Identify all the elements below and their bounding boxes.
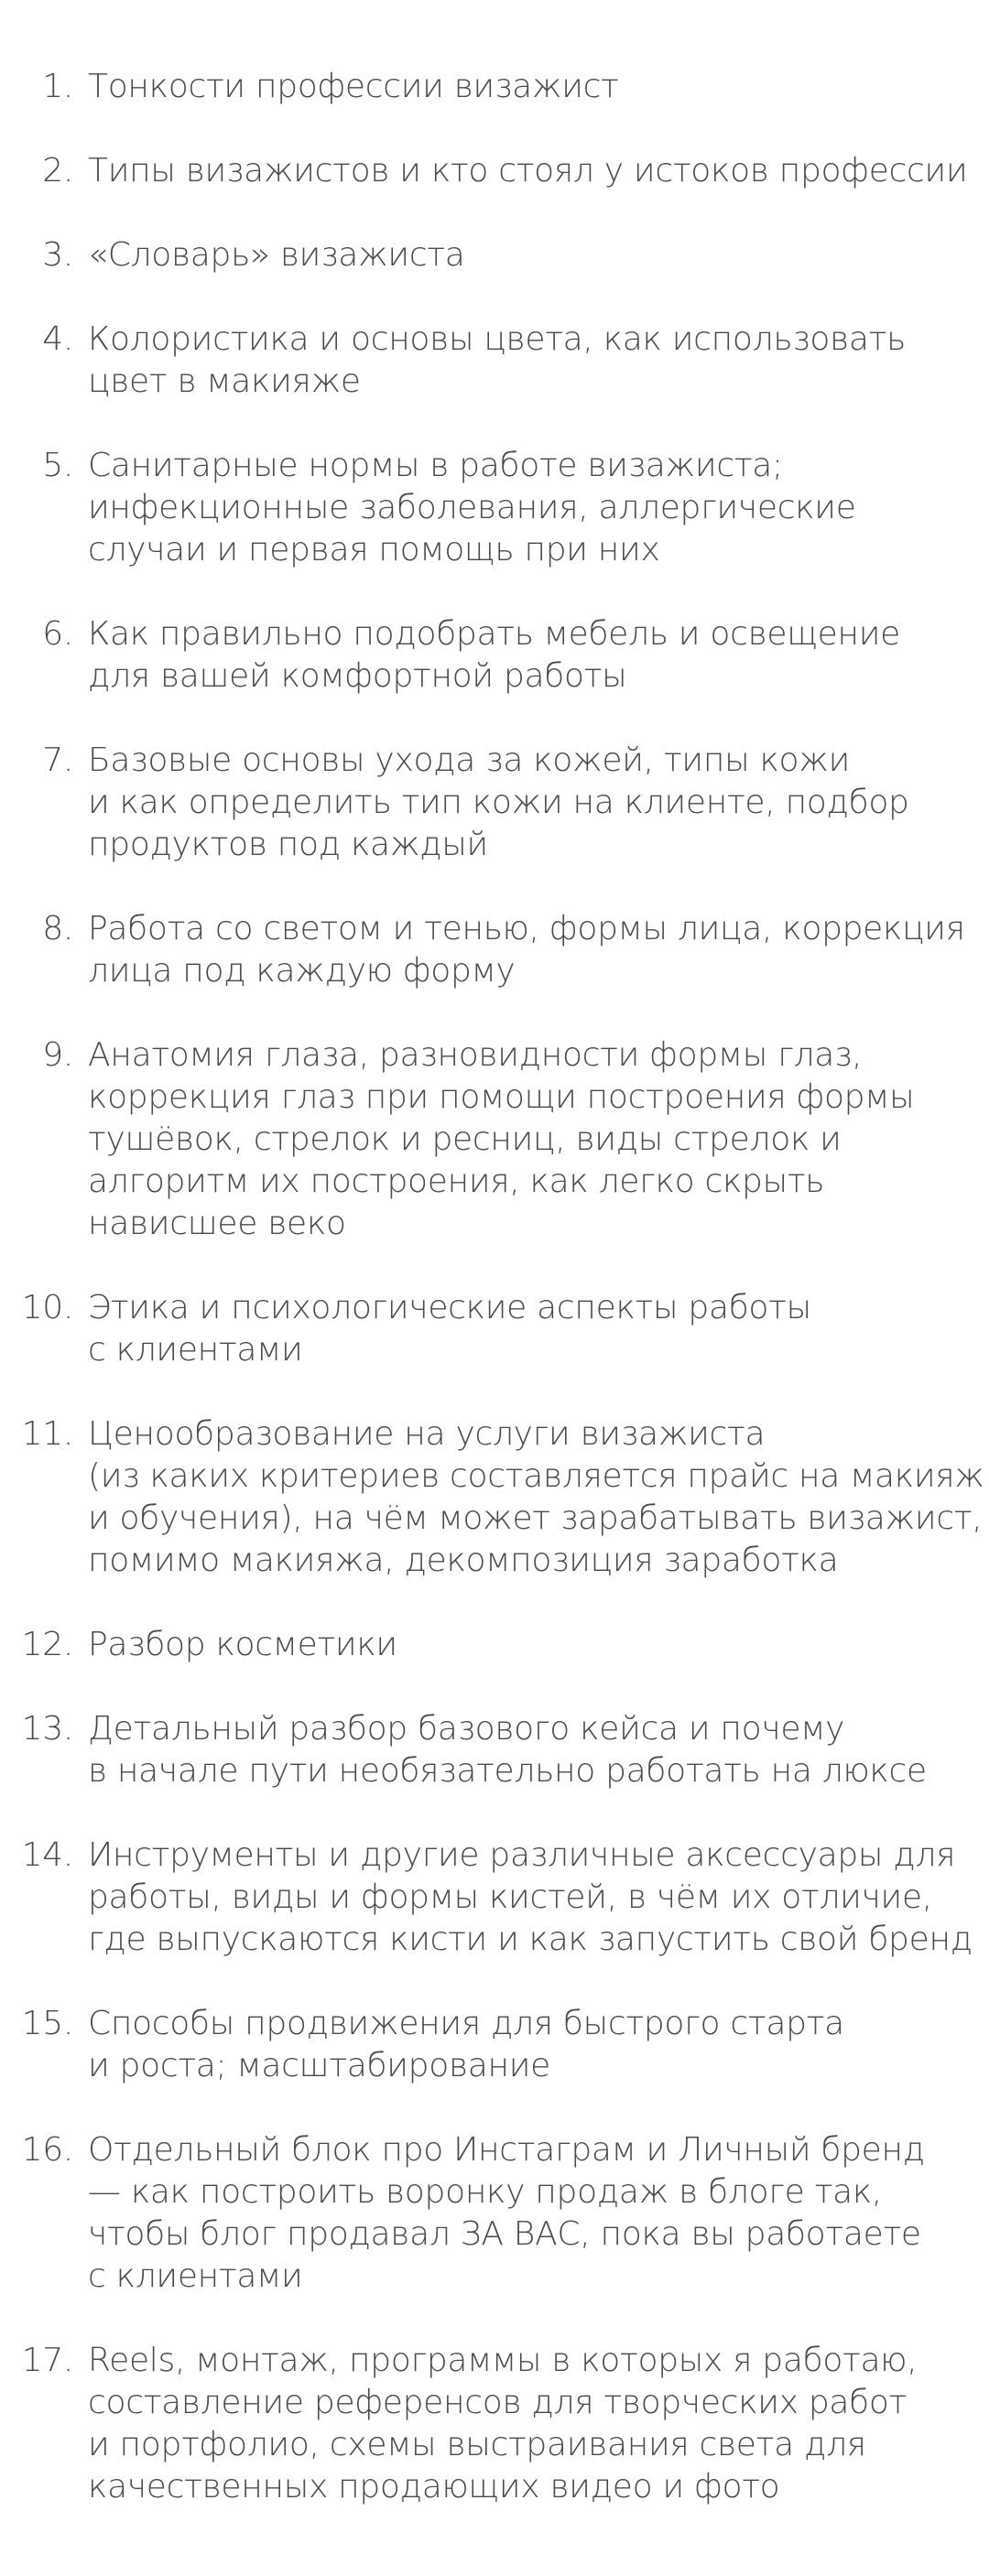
list-item — [0, 1287, 989, 1371]
list-item-line: «Словарь» визажиста — [88, 236, 465, 274]
list-item-line: Санитарные нормы в работе визажиста; — [88, 447, 783, 484]
list-item-number: 7. — [42, 741, 73, 779]
list-item-line: для вашей комфортной работы — [88, 657, 627, 695]
list-item-text — [88, 908, 965, 992]
list-item — [0, 613, 989, 698]
list-item-text — [88, 613, 912, 698]
list-item-line: (из каких критериев составляется прайс на макияж — [88, 1457, 984, 1495]
list-item-line: Как правильно подобрать мебель и освещение — [88, 615, 901, 653]
list-item-line: Reels, монтаж, программы в которых я работаю, — [88, 2342, 918, 2379]
list-item-text — [88, 66, 912, 108]
list-item-number: 12. — [21, 1626, 73, 1663]
list-item-line: Колористика и основы цвета, как использовать — [88, 320, 907, 358]
list-item-text — [88, 1835, 973, 1961]
list-item-line: Разбор косметики — [88, 1626, 397, 1663]
list-item-line: с клиентами — [88, 1331, 303, 1369]
list-item-text — [88, 319, 912, 403]
list-item-text — [88, 1708, 927, 1792]
list-item-line: Тонкости профессии визажист — [88, 68, 619, 105]
list-item-line: лица под каждую форму — [88, 952, 516, 990]
list-item-text — [88, 445, 912, 571]
list-item-line: качественных продающих видео и фото — [88, 2468, 780, 2506]
list-item-line: и обучения), на чём может зарабатывать визажист, — [88, 1499, 983, 1537]
list-item-number: 17. — [21, 2342, 73, 2379]
list-item-text — [88, 2340, 918, 2508]
list-item-number: 6. — [42, 615, 73, 653]
list-item — [0, 1708, 989, 1792]
list-item — [0, 908, 989, 992]
list-item-line: Базовые основы ухода за кожей, типы кожи — [88, 741, 851, 779]
list-item-number: 14. — [21, 1836, 73, 1874]
list-item-line: продуктов под каждый — [88, 826, 488, 863]
list-item-text — [88, 740, 912, 866]
list-item-number: 9. — [42, 1036, 73, 1074]
list-item-line: Анатомия глаза, разновидности формы глаз, — [88, 1036, 863, 1074]
list-item-text — [88, 1624, 912, 1666]
list-item-line: где выпускаются кисти и как запустить свой бренд — [88, 1921, 973, 1958]
list-item-number: 1. — [42, 68, 73, 105]
list-item-number: 8. — [42, 910, 73, 947]
list-item-number: 10. — [21, 1289, 73, 1326]
list-item-line: нависшее веко — [88, 1205, 346, 1242]
list-item — [0, 150, 989, 192]
list-item-line: Работа со светом и тенью, формы лица, коррекция — [88, 910, 965, 947]
list-item-line: с клиентами — [88, 2257, 303, 2295]
list-item-number: 13. — [21, 1710, 73, 1748]
list-item-number: 3. — [42, 236, 73, 274]
list-item-text — [88, 1287, 912, 1371]
list-item-number: 2. — [42, 152, 73, 189]
list-item-line: и портфолио, схемы выстраивания света для — [88, 2426, 866, 2463]
list-item-line: Способы продвижения для быстрого старта — [88, 2005, 844, 2042]
list-item — [0, 445, 989, 571]
list-item-line: чтобы блог продавал ЗА ВАС, пока вы работаете — [88, 2215, 921, 2253]
list-item-line: Отдельный блок про Инстаграм и Личный бренд — [88, 2131, 925, 2169]
list-item-line: Инструменты и другие различные аксессуары для — [88, 1836, 956, 1874]
list-item — [0, 2129, 989, 2298]
list-item-number: 11. — [21, 1415, 73, 1453]
list-item — [0, 319, 989, 403]
list-item — [0, 234, 989, 276]
list-item — [0, 1624, 989, 1666]
list-item — [0, 2340, 989, 2508]
list-item — [0, 2003, 989, 2087]
list-item-line: — как построить воронку продаж в блоге так, — [88, 2173, 883, 2211]
list-item-line: коррекция глаз при помощи построения формы — [88, 1078, 915, 1116]
list-item-number: 5. — [42, 447, 73, 484]
list-item-number: 15. — [21, 2005, 73, 2042]
list-item — [0, 66, 989, 108]
list-item-line: составление референсов для творческих работ — [88, 2384, 907, 2421]
list-item-line: инфекционные заболевания, аллергические — [88, 489, 856, 526]
list-item — [0, 1835, 989, 1961]
list-item-text — [88, 2003, 912, 2087]
list-item-line: Этика и психологические аспекты работы — [88, 1289, 811, 1326]
list-item-line: помимо макияжа, декомпозиция заработка — [88, 1542, 839, 1579]
list-item-number: 16. — [21, 2131, 73, 2169]
list-item-line: алгоритм их построения, как легко скрыть — [88, 1163, 825, 1200]
list-item-text — [88, 150, 968, 192]
list-item-text — [88, 1413, 984, 1582]
list-item-line: цвет в макияже — [88, 363, 361, 400]
list-item-line: в начале пути необязательно работать на люксе — [88, 1752, 927, 1790]
list-item-number: 4. — [42, 320, 73, 358]
list-item-text — [88, 1034, 915, 1245]
list-item-line: работы, виды и формы кистей, в чём их отличие, — [88, 1878, 932, 1916]
list-item-text — [88, 2129, 925, 2298]
list-item-line: случаи и первая помощь при них — [88, 531, 660, 568]
list-item — [0, 1413, 989, 1582]
list-item-line: и роста; масштабирование — [88, 2047, 551, 2084]
list-item-line: тушёвок, стрелок и ресниц, виды стрелок и — [88, 1120, 842, 1158]
list-item — [0, 1034, 989, 1245]
list-item-text — [88, 234, 912, 276]
list-item-line: Типы визажистов и кто стоял у истоков профессии — [88, 152, 968, 189]
list-item-line: Ценообразование на услуги визажиста — [88, 1415, 766, 1453]
list-item — [0, 740, 989, 866]
list-item-line: Детальный разбор базового кейса и почему — [88, 1710, 845, 1748]
list-item-line: и как определить тип кожи на клиенте, подбор — [88, 784, 909, 821]
